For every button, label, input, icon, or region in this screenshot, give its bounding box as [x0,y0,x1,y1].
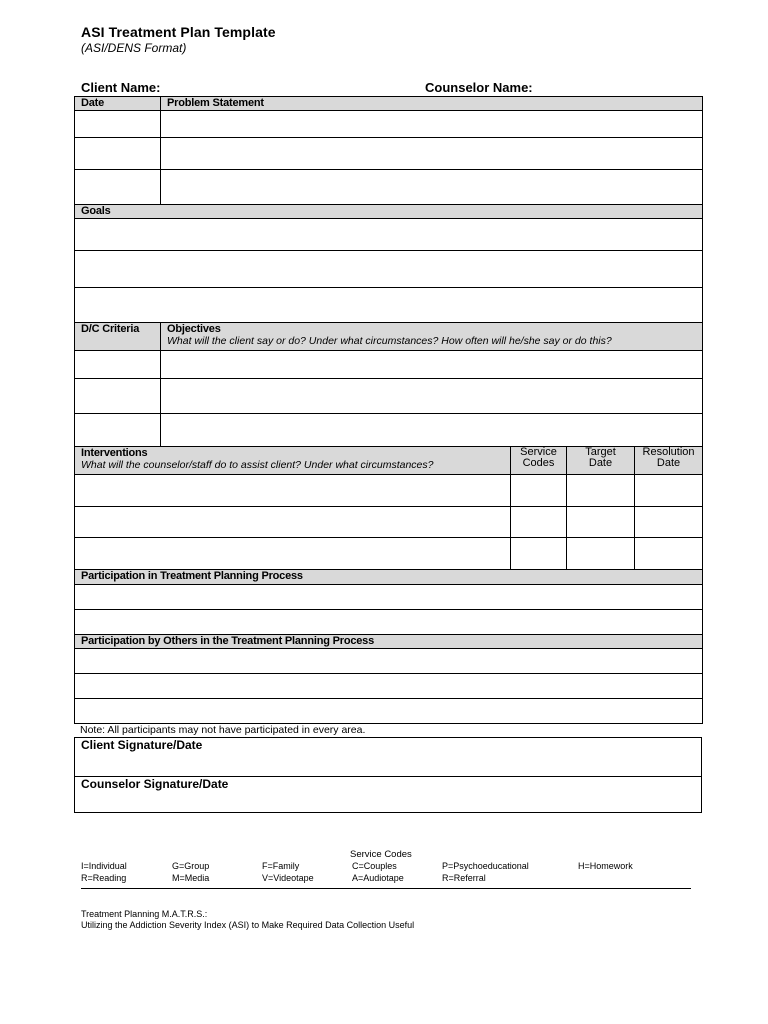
counselor-signature-field[interactable] [75,777,702,813]
objective-cell[interactable] [161,351,703,379]
participation-header: Participation in Treatment Planning Process [75,570,703,585]
code-homework: H=Homework [578,861,633,871]
dc-criteria-cell[interactable] [75,351,161,379]
date-cell[interactable] [75,138,161,170]
problem-statement-cell[interactable] [161,170,703,205]
goal-cell[interactable] [75,251,703,288]
footer-line-2: Utilizing the Addiction Severity Index (ASI) to Make Required Data Collection Useful [81,920,415,930]
intervention-cell[interactable] [75,538,511,570]
target-date-cell[interactable] [567,507,635,538]
problem-statement-cell[interactable] [161,111,703,138]
signature-table [74,737,702,813]
intervention-cell[interactable] [75,475,511,507]
treatment-plan-form [74,96,702,813]
footer [81,909,414,931]
codes-divider [81,888,691,889]
date-cell[interactable] [75,111,161,138]
participation-others-cell[interactable] [75,649,703,674]
service-code-cell[interactable] [511,475,567,507]
participation-note: Note: All participants may not have participated in every area. [80,724,366,736]
goals-header: Goals [75,205,703,219]
interventions-label: Interventions [81,447,148,459]
interventions-header [75,447,511,475]
code-referral: R=Referral [442,873,486,883]
intervention-cell[interactable] [75,507,511,538]
interventions-question: What will the counselor/staff do to assist client? Under what circumstances? [81,459,434,471]
code-audiotape: A=Audiotape [352,873,404,883]
code-family: F=Family [262,861,300,871]
code-media: M=Media [172,873,210,883]
problem-statement-cell[interactable] [161,138,703,170]
counselor-name-label: Counselor Name: [425,80,533,95]
service-codes-header: Service Codes [511,447,567,475]
objectives-label: Objectives [167,323,221,335]
objectives-question: What will the client say or do? Under what circumstances? How often will he/she say or do this? [167,335,612,347]
dc-criteria-cell[interactable] [75,414,161,447]
service-code-cell[interactable] [511,538,567,570]
dc-criteria-cell[interactable] [75,379,161,414]
date-header: Date [75,97,161,111]
participation-cell[interactable] [75,610,703,635]
counselor-signature-label: Counselor Signature/Date [81,777,229,791]
target-date-cell[interactable] [567,475,635,507]
code-individual: I=Individual [81,861,127,871]
code-videotape: V=Videotape [262,873,314,883]
date-cell[interactable] [75,170,161,205]
footer-line-1: Treatment Planning M.A.T.R.S.: [81,909,208,919]
resolution-date-cell[interactable] [635,475,703,507]
code-couples: C=Couples [352,861,397,871]
participation-others-cell[interactable] [75,699,703,724]
objectives-header [161,323,703,351]
target-date-cell[interactable] [567,538,635,570]
objective-cell[interactable] [161,379,703,414]
client-signature-label: Client Signature/Date [81,738,203,752]
dc-criteria-header: D/C Criteria [75,323,161,351]
goal-cell[interactable] [75,288,703,323]
client-signature-field[interactable] [75,738,702,777]
problem-statement-header: Problem Statement [161,97,703,111]
objective-cell[interactable] [161,414,703,447]
plan-table [74,96,703,724]
page-subtitle: (ASI/DENS Format) [81,41,187,55]
code-group: G=Group [172,861,210,871]
target-date-header: Target Date [567,447,635,475]
service-code-cell[interactable] [511,507,567,538]
resolution-date-header: Resolution Date [635,447,703,475]
resolution-date-cell[interactable] [635,538,703,570]
resolution-date-cell[interactable] [635,507,703,538]
code-reading: R=Reading [81,873,127,883]
code-psychoeducational: P=Psychoeducational [442,861,529,871]
participation-cell[interactable] [75,585,703,610]
service-codes-title: Service Codes [350,849,412,860]
client-name-label: Client Name: [81,80,161,95]
participation-others-header: Participation by Others in the Treatment Planning Process [75,635,703,649]
goal-cell[interactable] [75,219,703,251]
page-title: ASI Treatment Plan Template [81,24,276,40]
participation-others-cell[interactable] [75,674,703,699]
